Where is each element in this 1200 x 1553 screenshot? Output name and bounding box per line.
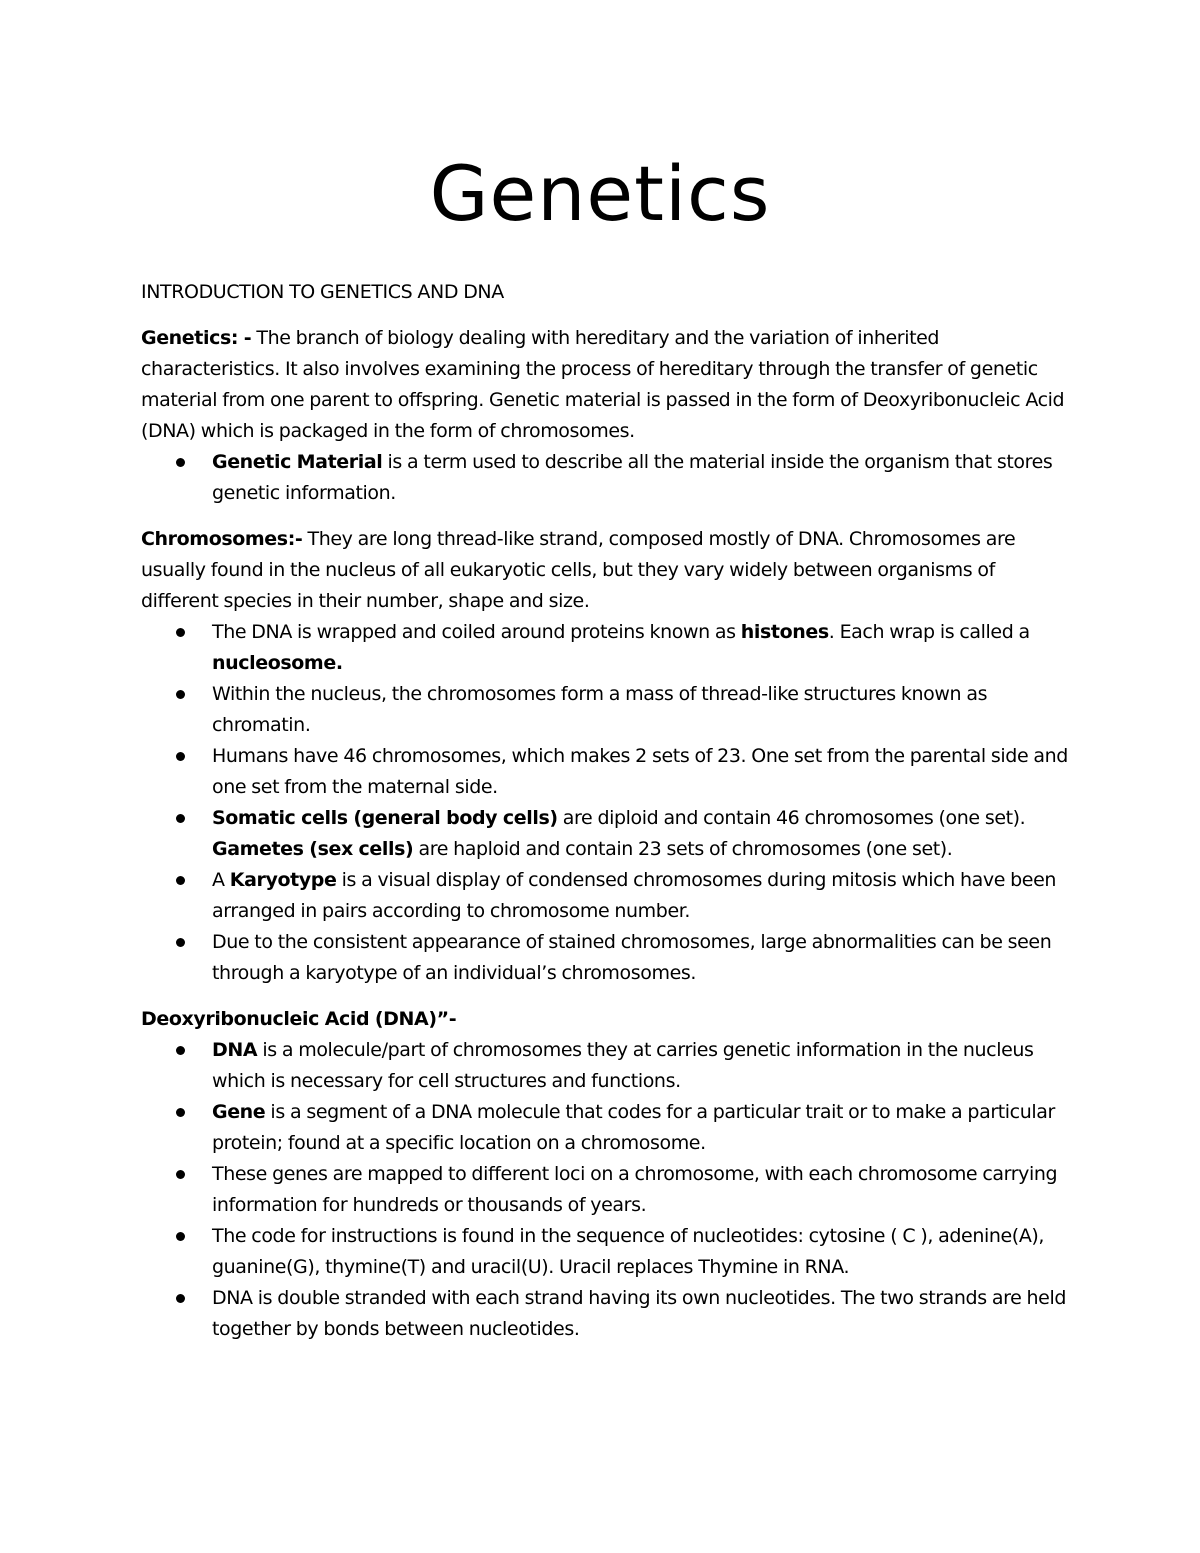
list-item-text: are diploid and contain 46 chromosomes (one set). (557, 807, 1026, 829)
list-item-text: Humans have 46 chromosomes, which makes 2 sets of 23. One set from the parental side and one set from the maternal side. (212, 745, 1068, 798)
bullet-icon (176, 1294, 185, 1303)
bullet-icon (176, 814, 185, 823)
term-karyotype: Karyotype (229, 869, 337, 891)
list-item-text: are haploid and contain 23 sets of chromosomes (one set). (413, 838, 953, 860)
bullet-icon (176, 628, 185, 637)
section-heading-intro: INTRODUCTION TO GENETICS AND DNA (141, 281, 504, 303)
list-item-text: Due to the consistent appearance of stained chromosomes, large abnormalities can be seen through a karyotype of an individual’s chromosomes. (212, 931, 1052, 984)
section-heading-dna: Deoxyribonucleic Acid (DNA)”- (141, 1008, 457, 1030)
document-body (141, 277, 1071, 1345)
term-nucleosome: nucleosome. (212, 652, 343, 674)
term-gametes: Gametes (sex cells) (212, 838, 414, 860)
dna-bullet-list (141, 1035, 1071, 1345)
chromosomes-bullet-list (141, 617, 1071, 989)
document-title: Genetics (429, 149, 771, 238)
bullet-icon (176, 690, 185, 699)
term-somatic-cells: Somatic cells (general body cells) (212, 807, 558, 829)
term-histones: histones (740, 621, 829, 643)
term-gene: Gene (212, 1101, 266, 1123)
list-item-text: DNA is double stranded with each strand having its own nucleotides. The two strands are held together by bonds between nucleotides. (212, 1287, 1066, 1340)
list-item-histones (141, 617, 1071, 679)
genetics-bullet-list (141, 447, 1071, 509)
term-chromosomes: Chromosomes:- (141, 528, 303, 550)
list-item-somatic-gametes (141, 803, 1071, 865)
paragraph-chromosomes (141, 524, 1071, 617)
list-item-text: is a visual display of condensed chromosomes during mitosis which have been arranged in pairs according to chromosome number. (212, 869, 1057, 922)
list-item-human-chromosomes (141, 741, 1071, 803)
list-item-nucleotides (141, 1221, 1071, 1283)
paragraph-chromosomes-text: They are long thread-like strand, composed mostly of DNA. Chromosomes are usually found in the nucleus of all eukaryotic cells, but they vary widely between organisms of different species in their number, shape and size. (141, 528, 1016, 612)
bullet-icon (176, 458, 185, 467)
list-item-text: A (212, 869, 230, 891)
list-item-text: . Each wrap is called a (828, 621, 1030, 643)
list-item-text: The code for instructions is found in the sequence of nucleotides: cytosine ( C ), adenine(A), guanine(G), thymine(T) and uracil(U). Uracil replaces Thymine in RNA. (212, 1225, 1045, 1278)
list-item-text: is a molecule/part of chromosomes they at carries genetic information in the nucleus which is necessary for cell structures and functions. (212, 1039, 1034, 1092)
bullet-icon (176, 752, 185, 761)
list-item-karyotype (141, 865, 1071, 927)
list-item-abnormalities (141, 927, 1071, 989)
list-item-text: These genes are mapped to different loci on a chromosome, with each chromosome carrying information for hundreds or thousands of years. (212, 1163, 1058, 1216)
bullet-icon (176, 938, 185, 947)
list-item-text: is a term used to describe all the material inside the organism that stores genetic information. (212, 451, 1053, 504)
list-item-chromatin (141, 679, 1071, 741)
paragraph-genetics-text: The branch of biology dealing with hereditary and the variation of inherited characteristics. It also involves examining the process of hereditary through the transfer of genetic material from one parent to offspring. Genetic material is passed in the form of Deoxyribonucleic Acid (DNA) which is packaged in the form of chromosomes. (141, 327, 1065, 442)
list-item-dna (141, 1035, 1071, 1097)
bullet-icon (176, 1232, 185, 1241)
list-item-text: The DNA is wrapped and coiled around proteins known as (212, 621, 741, 643)
term-genetic-material: Genetic Material (212, 451, 383, 473)
bullet-icon (176, 876, 185, 885)
list-item-genetic-material (141, 447, 1071, 509)
term-dna: DNA (212, 1039, 258, 1061)
list-item-text: Within the nucleus, the chromosomes form a mass of thread-like structures known as chromatin. (212, 683, 988, 736)
list-item-loci (141, 1159, 1071, 1221)
list-item-text: is a segment of a DNA molecule that codes for a particular trait or to make a particular protein; found at a specific location on a chromosome. (212, 1101, 1055, 1154)
bullet-icon (176, 1046, 185, 1055)
term-genetics: Genetics: - (141, 327, 252, 349)
list-item-double-stranded (141, 1283, 1071, 1345)
paragraph-genetics (141, 323, 1071, 447)
bullet-icon (176, 1108, 185, 1117)
list-item-gene (141, 1097, 1071, 1159)
bullet-icon (176, 1170, 185, 1179)
